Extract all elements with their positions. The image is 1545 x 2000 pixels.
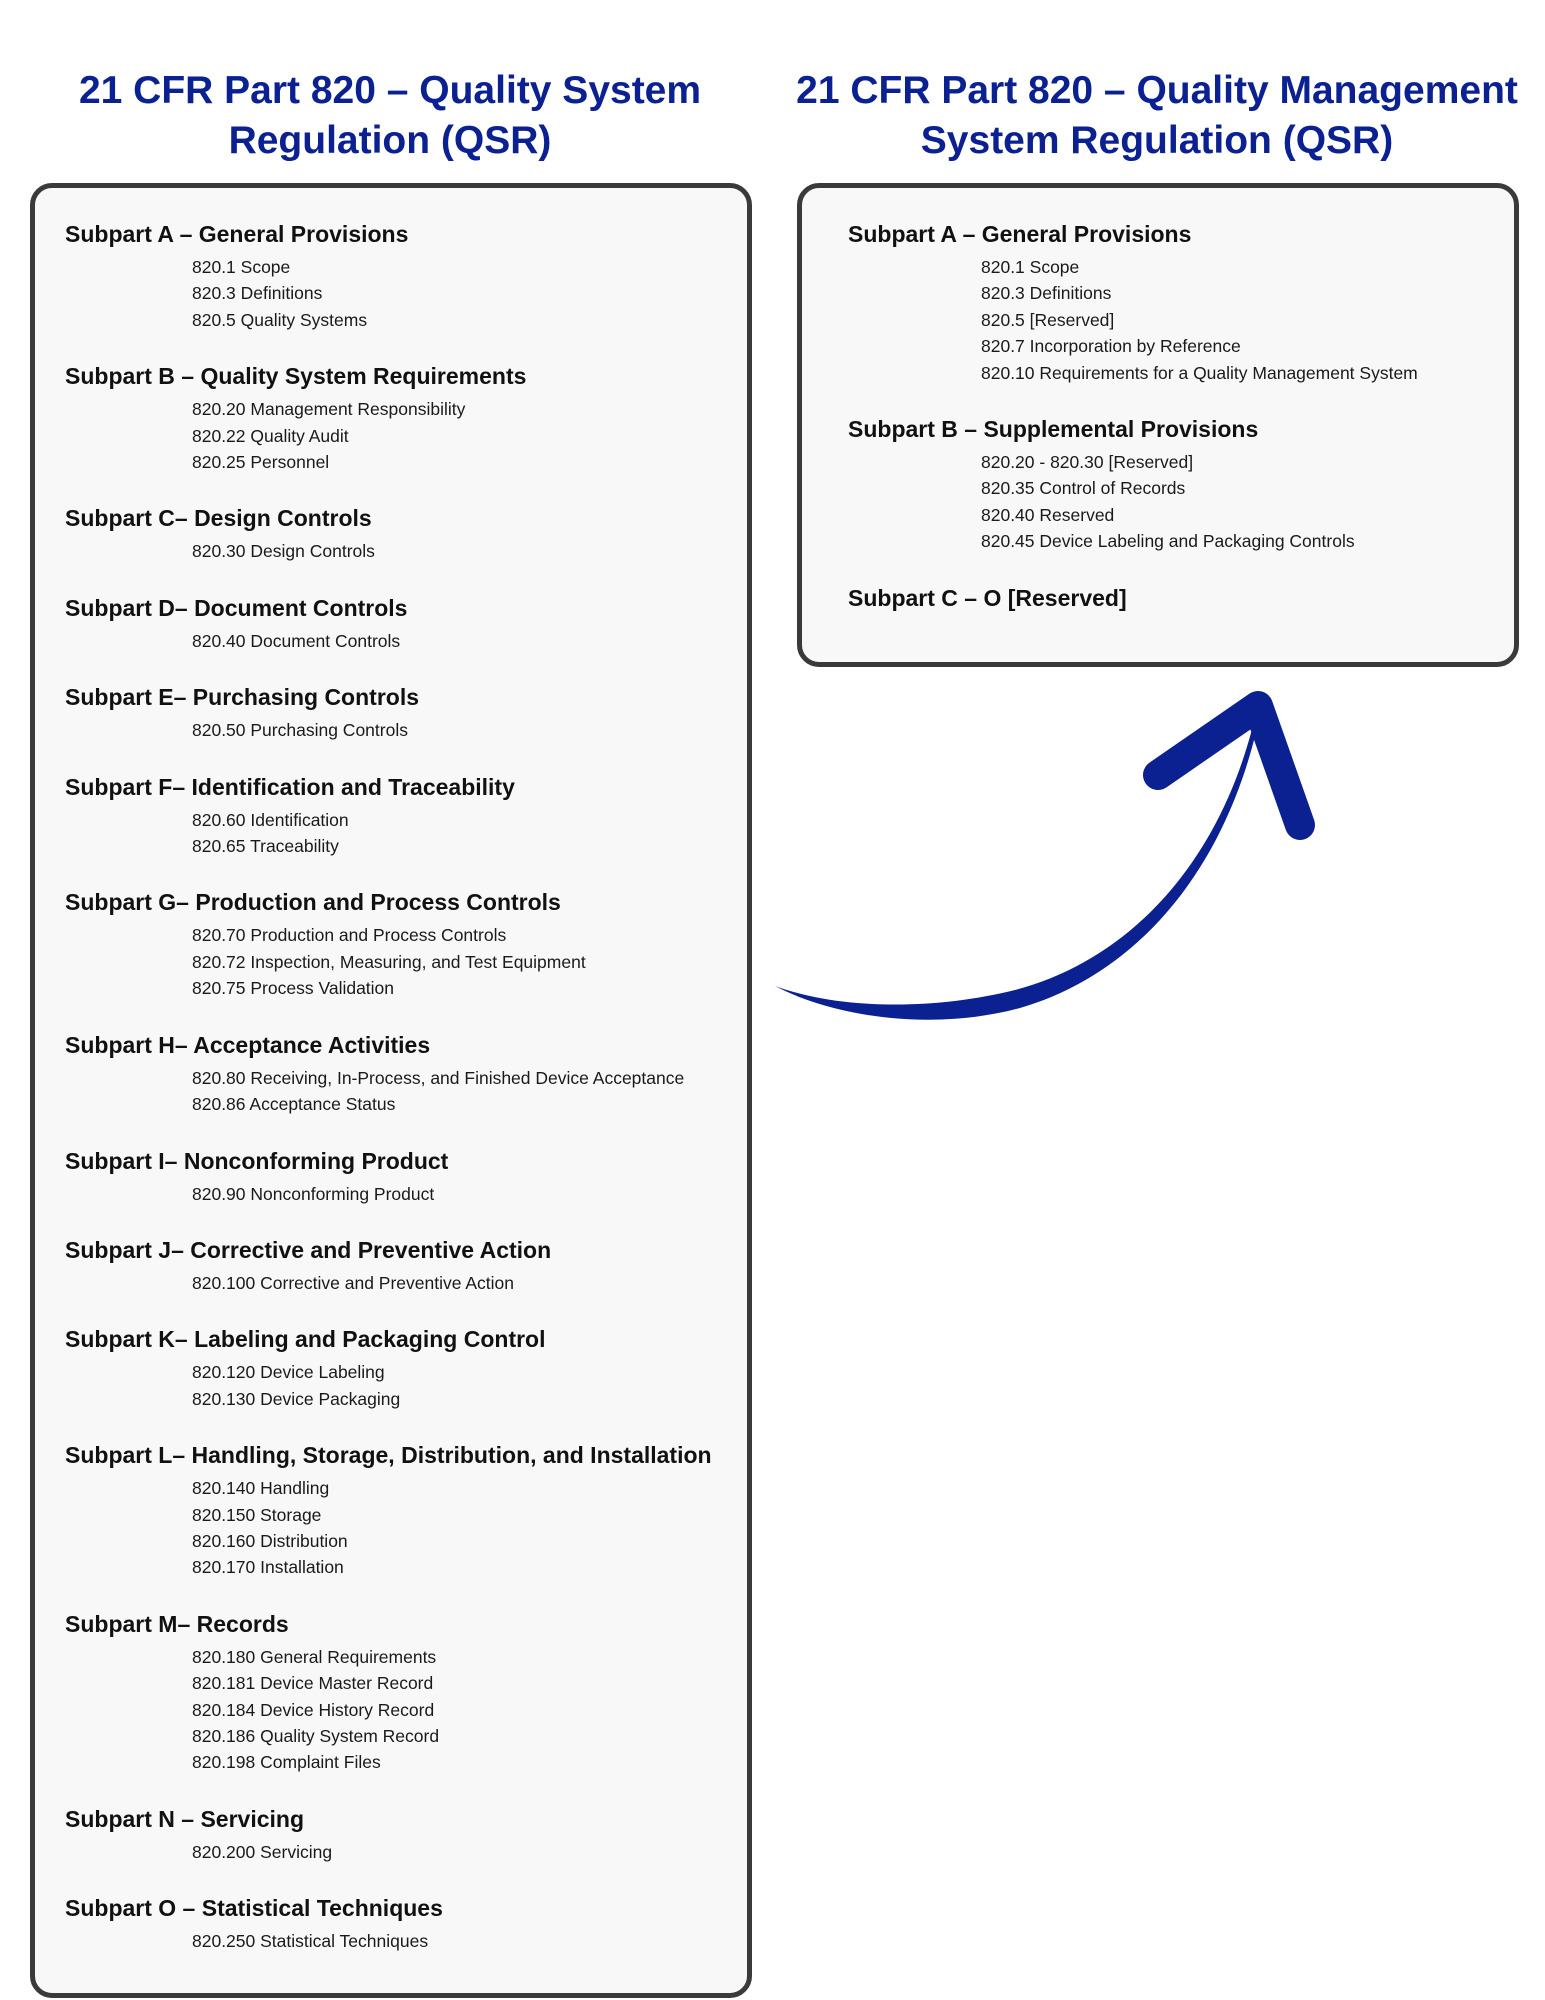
section-item: 820.72 Inspection, Measuring, and Test Equipment <box>192 951 586 972</box>
section-item: 820.3 Definitions <box>192 283 323 304</box>
subpart-block <box>65 1029 747 1118</box>
subpart-heading: Subpart B – Quality System Requirements <box>65 363 527 390</box>
section-item: 820.186 Quality System Record <box>192 1725 440 1746</box>
section-item: 820.20 - 820.30 [Reserved] <box>981 452 1194 473</box>
subpart-heading: Subpart C– Design Controls <box>65 505 372 532</box>
section-list <box>65 717 747 743</box>
section-item: 820.10 Requirements for a Quality Management System <box>981 362 1418 383</box>
section-item: 820.65 Traceability <box>192 836 339 857</box>
subpart-block <box>65 1608 747 1776</box>
section-item: 820.181 Device Master Record <box>192 1673 434 1694</box>
section-item: 820.50 Purchasing Controls <box>192 720 408 741</box>
subpart-heading: Subpart F– Identification and Traceability <box>65 773 515 800</box>
section-item: 820.5 [Reserved] <box>981 309 1115 330</box>
subpart-heading: Subpart A – General Provisions <box>65 221 409 247</box>
section-item: 820.170 Installation <box>192 1557 344 1578</box>
section-list <box>65 254 747 333</box>
subpart-heading: Subpart M– Records <box>65 1610 289 1637</box>
section-item: 820.90 Nonconforming Product <box>192 1183 435 1204</box>
subpart-block <box>65 886 747 1001</box>
section-list <box>65 1181 747 1207</box>
section-list <box>848 254 1514 386</box>
section-item: 820.1 Scope <box>981 257 1080 277</box>
subpart-heading: Subpart L– Handling, Storage, Distribution, and Installation <box>65 1442 712 1469</box>
section-item: 820.198 Complaint Files <box>192 1752 381 1773</box>
subpart-block <box>65 218 747 333</box>
section-item: 820.40 Document Controls <box>192 630 401 651</box>
section-list <box>65 628 747 654</box>
subpart-block <box>65 1234 747 1296</box>
subpart-heading: Subpart A – General Provisions <box>848 221 1192 247</box>
section-item: 820.75 Process Validation <box>192 978 395 999</box>
section-item: 820.120 Device Labeling <box>192 1362 385 1383</box>
section-list <box>65 396 747 475</box>
section-list <box>65 807 747 860</box>
section-item: 820.100 Corrective and Preventive Action <box>192 1272 514 1293</box>
subpart-block <box>65 1323 747 1412</box>
section-item: 820.184 Device History Record <box>192 1699 435 1720</box>
qsr-title: 21 CFR Part 820 – Quality System Regulation (QSR) <box>78 69 702 162</box>
subpart-heading: Subpart N – Servicing <box>65 1805 305 1832</box>
section-list <box>65 1475 747 1581</box>
section-item: 820.40 Reserved <box>981 504 1115 525</box>
section-item: 820.5 Quality Systems <box>192 309 368 330</box>
qsr-panel <box>30 183 752 1998</box>
section-item: 820.180 General Requirements <box>192 1646 437 1667</box>
subpart-block <box>848 218 1514 386</box>
section-list <box>65 1359 747 1412</box>
subpart-heading: Subpart I– Nonconforming Product <box>65 1147 449 1174</box>
section-item: 820.160 Distribution <box>192 1530 348 1551</box>
subpart-block <box>65 360 747 475</box>
subpart-heading: Subpart C – O [Reserved] <box>848 584 1127 611</box>
section-item: 820.45 Device Labeling and Packaging Controls <box>981 531 1355 552</box>
section-item: 820.35 Control of Records <box>981 478 1186 499</box>
section-list <box>65 1928 747 1954</box>
section-list <box>65 1270 747 1296</box>
section-item: 820.200 Servicing <box>192 1841 333 1862</box>
section-item: 820.30 Design Controls <box>192 541 375 562</box>
qmsr-panel <box>797 183 1519 667</box>
subpart-heading: Subpart D– Document Controls <box>65 594 408 621</box>
subpart-heading: Subpart J– Corrective and Preventive Action <box>65 1236 552 1263</box>
subpart-block <box>65 1145 747 1207</box>
section-item: 820.86 Acceptance Status <box>192 1094 396 1115</box>
section-list <box>65 922 747 1001</box>
subpart-block <box>65 1803 747 1865</box>
subpart-block <box>65 681 747 743</box>
section-item: 820.130 Device Packaging <box>192 1388 401 1409</box>
section-item: 820.20 Management Responsibility <box>192 399 466 420</box>
subpart-block <box>65 1892 747 1954</box>
section-list <box>65 1644 747 1776</box>
qmsr-title: 21 CFR Part 820 – Quality Management System Regulation (QSR) <box>796 69 1518 162</box>
section-item: 820.1 Scope <box>192 257 291 277</box>
section-list <box>848 449 1514 555</box>
section-item: 820.3 Definitions <box>981 283 1112 304</box>
subpart-block <box>848 413 1514 555</box>
subpart-block <box>65 771 747 860</box>
section-item: 820.250 Statistical Techniques <box>192 1931 429 1952</box>
section-item: 820.70 Production and Process Controls <box>192 925 507 946</box>
subpart-block <box>65 502 747 564</box>
subpart-block <box>848 582 1514 614</box>
subpart-heading: Subpart K– Labeling and Packaging Control <box>65 1326 546 1353</box>
section-item: 820.25 Personnel <box>192 452 330 473</box>
section-item: 820.140 Handling <box>192 1478 330 1499</box>
subpart-heading: Subpart E– Purchasing Controls <box>65 684 419 711</box>
subpart-block <box>65 1439 747 1581</box>
section-item: 820.150 Storage <box>192 1504 322 1525</box>
section-list <box>65 1839 747 1865</box>
section-item: 820.80 Receiving, In-Process, and Finished Device Acceptance <box>192 1067 685 1088</box>
section-item: 820.60 Identification <box>192 809 349 830</box>
section-list <box>65 538 747 564</box>
section-item: 820.22 Quality Audit <box>192 425 349 446</box>
subpart-heading: Subpart G– Production and Process Controls <box>65 889 561 916</box>
section-item: 820.7 Incorporation by Reference <box>981 336 1241 357</box>
section-list <box>65 1065 747 1118</box>
subpart-heading: Subpart H– Acceptance Activities <box>65 1031 431 1058</box>
subpart-heading: Subpart B – Supplemental Provisions <box>848 416 1259 443</box>
subpart-block <box>65 592 747 654</box>
subpart-heading: Subpart O – Statistical Techniques <box>65 1895 443 1922</box>
